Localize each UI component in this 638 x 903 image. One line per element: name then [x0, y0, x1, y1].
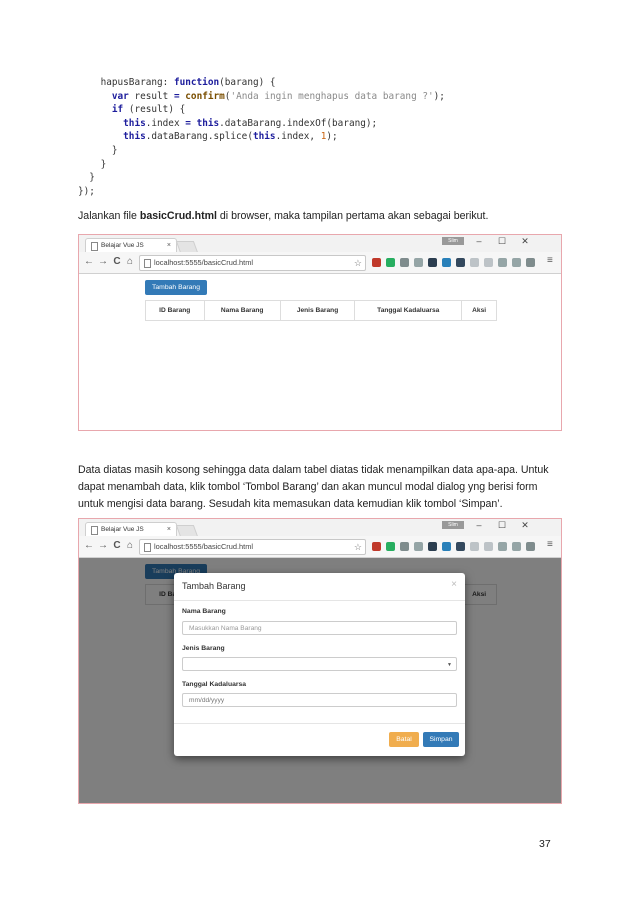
paragraph-line: dapat menambah data, klik tombol ‘Tombol Barang’ dan akan muncul modal dialog yng berisi form: [78, 481, 538, 493]
maximize-icon[interactable]: ☐: [497, 236, 507, 246]
filename-bold: basicCrud.html: [139, 210, 217, 222]
extension-icon[interactable]: [498, 542, 507, 551]
extension-icon[interactable]: [442, 258, 451, 267]
paragraph-line: untuk mengisi data barang. Sesudah kita memasukan data kemudian klik tombol ‘Simpan’.: [78, 498, 503, 510]
paragraph-explanation: [78, 462, 568, 513]
reload-icon[interactable]: C: [113, 256, 121, 267]
extension-icon[interactable]: [442, 542, 451, 551]
extension-icon[interactable]: [414, 258, 423, 267]
nama-barang-input[interactable]: Masukkan Nama Barang: [182, 621, 457, 635]
forward-icon[interactable]: →: [98, 256, 108, 267]
header-jenis: Jenis Barang: [281, 301, 355, 320]
browser-titlebar: [79, 235, 561, 252]
label-jenis-barang: Jenis Barang: [182, 645, 225, 652]
extension-icon[interactable]: [386, 258, 395, 267]
code-line: var result = confirm('Anda ingin menghapus data barang ?');: [111, 90, 445, 102]
tab-title: Belajar Vue JS: [101, 242, 144, 249]
browser-screenshot-initial: [78, 234, 562, 431]
cancel-button[interactable]: Batal: [389, 732, 419, 747]
paragraph-text: di browser, maka tampilan pertama akan sebagai berikut.: [216, 210, 489, 222]
bookmark-star-icon[interactable]: ☆: [353, 542, 362, 552]
code-line: }: [78, 172, 95, 184]
label-tanggal: Tanggal Kadaluarsa: [182, 681, 247, 688]
extension-icon[interactable]: [428, 258, 437, 267]
chevron-down-icon: ▼: [447, 662, 452, 668]
page-number: 37: [539, 838, 551, 850]
user-badge[interactable]: Slim: [442, 521, 464, 529]
back-icon[interactable]: ←: [84, 540, 94, 551]
code-line: if (result) {: [111, 104, 186, 116]
browser-toolbar: [79, 252, 561, 274]
tab-close-icon[interactable]: ×: [166, 242, 171, 249]
maximize-icon[interactable]: ☐: [497, 520, 507, 530]
add-item-button[interactable]: Tambah Barang: [145, 280, 207, 295]
url-text: localhost:5555/basicCrud.html: [154, 258, 254, 267]
close-window-icon[interactable]: ✕: [521, 236, 529, 246]
extension-icon[interactable]: [456, 542, 465, 551]
page-content: [79, 274, 561, 430]
items-table-header: [145, 300, 497, 321]
browser-titlebar: [79, 519, 561, 536]
code-line: }: [78, 144, 118, 156]
header-tanggal: Tanggal Kadaluarsa: [355, 301, 462, 320]
browser-toolbar: [79, 536, 561, 558]
paragraph-text: Jalankan file: [78, 210, 140, 222]
tab-close-icon[interactable]: ×: [166, 526, 171, 533]
extension-icon[interactable]: [372, 258, 381, 267]
paragraph-intro: [78, 208, 568, 225]
home-icon[interactable]: ⌂: [126, 256, 134, 267]
modal-header-divider: [174, 600, 465, 601]
user-badge[interactable]: Slim: [442, 237, 464, 245]
address-bar[interactable]: [139, 255, 366, 271]
extension-icon[interactable]: [400, 258, 409, 267]
browser-screenshot-modal: [78, 518, 562, 804]
minimize-icon[interactable]: –: [476, 236, 482, 246]
page-icon: [144, 543, 151, 552]
reload-icon[interactable]: C: [113, 540, 121, 551]
extension-icon[interactable]: [470, 258, 479, 267]
code-line: });: [78, 185, 95, 197]
address-bar[interactable]: [139, 539, 366, 555]
add-item-modal: [174, 573, 465, 756]
bookmark-star-icon[interactable]: ☆: [353, 258, 362, 268]
header-nama: Nama Barang: [205, 301, 281, 320]
extension-icon[interactable]: [512, 258, 521, 267]
menu-icon[interactable]: ≡: [547, 255, 553, 266]
extension-icon[interactable]: [484, 542, 493, 551]
page-icon: [91, 242, 98, 251]
label-nama-barang: Nama Barang: [182, 608, 226, 615]
tanggal-input[interactable]: mm/dd/yyyy: [182, 693, 457, 707]
url-text: localhost:5555/basicCrud.html: [154, 542, 254, 551]
code-line: this.dataBarang.splice(this.index, 1);: [123, 131, 338, 143]
browser-tab[interactable]: [85, 238, 177, 253]
header-id: ID Barang: [146, 301, 205, 320]
paragraph-line: Data diatas masih kosong sehingga data dalam tabel diatas tidak menampilkan data apa-apa. Untuk: [78, 464, 549, 476]
home-icon[interactable]: ⌂: [126, 540, 134, 551]
page-icon: [91, 526, 98, 535]
code-line: }: [78, 158, 107, 170]
extension-icon[interactable]: [414, 542, 423, 551]
code-line: hapusBarang: function(barang) {: [78, 77, 276, 88]
modal-title: Tambah Barang: [182, 581, 246, 591]
browser-tab[interactable]: [85, 522, 177, 537]
extension-icon[interactable]: [498, 258, 507, 267]
minimize-icon[interactable]: –: [476, 520, 482, 530]
back-icon[interactable]: ←: [84, 256, 94, 267]
extension-icon[interactable]: [372, 542, 381, 551]
extension-icon[interactable]: [512, 542, 521, 551]
save-button[interactable]: Simpan: [423, 732, 459, 747]
extension-icon[interactable]: [428, 542, 437, 551]
menu-icon[interactable]: ≡: [547, 539, 553, 550]
extension-icon[interactable]: [484, 258, 493, 267]
extension-icon[interactable]: [400, 542, 409, 551]
extension-icon[interactable]: [456, 258, 465, 267]
forward-icon[interactable]: →: [98, 540, 108, 551]
modal-footer-divider: [174, 723, 465, 724]
tab-title: Belajar Vue JS: [101, 526, 144, 533]
code-listing: [78, 76, 445, 198]
jenis-barang-select[interactable]: [182, 657, 457, 671]
close-window-icon[interactable]: ✕: [521, 520, 529, 530]
extension-icon[interactable]: [470, 542, 479, 551]
extension-icon[interactable]: [526, 258, 535, 267]
page-icon: [144, 259, 151, 268]
modal-close-icon[interactable]: ×: [451, 579, 457, 590]
header-aksi: Aksi: [472, 307, 487, 314]
extension-icon[interactable]: [386, 542, 395, 551]
extension-icon[interactable]: [526, 542, 535, 551]
code-line: this.index = this.dataBarang.indexOf(barang);: [123, 117, 378, 129]
